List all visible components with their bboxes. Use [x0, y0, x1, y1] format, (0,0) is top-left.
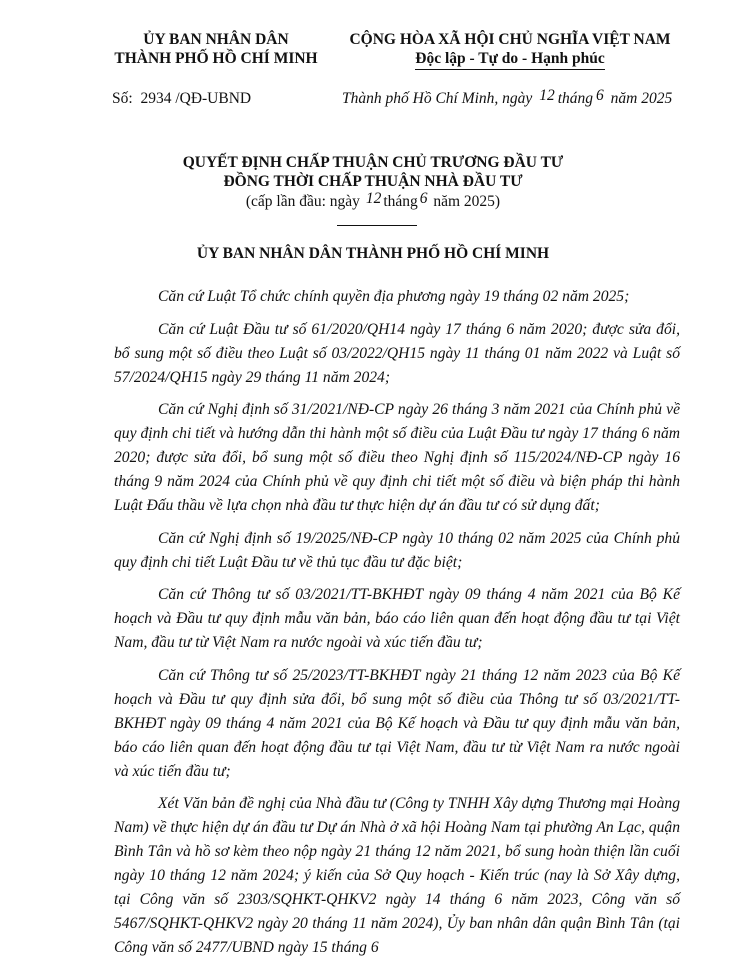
issuing-authority: ỦY BAN NHÂN DÂN THÀNH PHỐ HỒ CHÍ MINH: [196, 245, 550, 262]
document-title-line-1: QUYẾT ĐỊNH CHẤP THUẬN CHỦ TRƯƠNG ĐẦU TƯ: [182, 154, 564, 171]
national-header: [330, 30, 690, 70]
issuing-authority-header: [98, 30, 334, 68]
national-motto: Độc lập - Tự do - Hạnh phúc: [415, 49, 604, 70]
document-number: [112, 90, 251, 108]
legal-basis-paragraph: Căn cứ Thông tư số 03/2021/TT-BKHĐT ngày 09 tháng 4 năm 2021 của Bộ Kế hoạch và Đầu tư quy định mẫu văn bản, báo cáo liên quan đến hoạt động đầu tư tại Việt Nam, đầu tư từ Việt Nam ra nước ngoài và xúc tiến đầu tư;: [114, 586, 680, 651]
legal-basis-paragraph: Căn cứ Thông tư số 25/2023/TT-BKHĐT ngày 21 tháng 12 năm 2023 của Bộ Kế hoạch và Đầu tư quy định sửa đổi, bổ sung một số điều của Thông tư số 03/2021/TT-BKHĐT ngày 09 tháng 4 năm 2021 của Bộ Kế hoạch và Đầu tư quy định mẫu văn bản, báo cáo liên quan đến hoạt động đầu tư tại Việt Nam, đầu tư từ Việt Nam ra nước ngoài và xúc tiến đầu tư;: [114, 666, 680, 780]
doc-number-suffix: /QĐ-UBND: [175, 90, 252, 107]
title-divider: [337, 225, 417, 226]
doc-number-value: 2934: [140, 90, 172, 107]
issue-prefix: (cấp lần đầu: ngày: [245, 193, 360, 210]
place-date-month: 6: [596, 87, 604, 104]
legal-basis-paragraph: Căn cứ Nghị định số 31/2021/NĐ-CP ngày 26 tháng 3 năm 2021 của Chính phủ về quy định chi tiết và hướng dẫn thi hành một số điều của Luật Đầu tư ngày 17 tháng 6 năm 2020; được sửa đổi, bổ sung một số điều theo Nghị định số 115/2024/NĐ-CP ngày 16 tháng 9 năm 2024 của Chính phủ về quy định chi tiết một số điều và biện pháp thi hành Luật Đấu thầu về lựa chọn nhà đầu tư thực hiện dự án đầu tư có sử dụng đất;: [114, 401, 680, 514]
authority-line-1: ỦY BAN NHÂN DÂN: [143, 31, 289, 48]
issue-day: 12: [365, 190, 382, 207]
issue-month: 6: [419, 190, 428, 207]
legal-basis-paragraph: Căn cứ Luật Đầu tư số 61/2020/QH14 ngày 17 tháng 6 năm 2020; được sửa đổi, bổ sung một số điều theo Luật số 03/2022/QH15 ngày 11 tháng 01 năm 2022 và Luật số 57/2024/QH15 ngày 29 tháng 11 năm 2024;: [114, 320, 680, 386]
place-date-year: năm 2025: [610, 90, 673, 107]
place-date: [342, 87, 673, 108]
issue-year: năm 2025): [433, 193, 501, 210]
legal-basis-paragraph: Căn cứ Luật Tổ chức chính quyền địa phương ngày 19 tháng 02 năm 2025;: [158, 288, 630, 305]
doc-number-prefix: Số:: [112, 90, 133, 107]
legal-basis-body: [114, 285, 680, 969]
nation-name: CỘNG HÒA XÃ HỘI CHỦ NGHĨA VIỆT NAM: [349, 31, 671, 48]
legal-basis-paragraph: Căn cứ Nghị định số 19/2025/NĐ-CP ngày 10 tháng 02 năm 2025 của Chính phủ quy định chi tiết Luật Đầu tư về thủ tục đầu tư đặc biệt;: [114, 529, 680, 571]
place-date-month-label: tháng: [557, 90, 593, 107]
authority-line-2: THÀNH PHỐ HỒ CHÍ MINH: [114, 50, 318, 67]
document-title-line-2: ĐỒNG THỜI CHẤP THUẬN NHÀ ĐẦU TƯ: [223, 173, 523, 190]
legal-basis-paragraph: Xét Văn bản đề nghị của Nhà đầu tư (Công ty TNHH Xây dựng Thương mại Hoàng Nam) về thực hiện dự án đầu tư Dự án Nhà ở xã hội Hoàng Nam tại phường An Lạc, quận Bình Tân và hồ sơ kèm theo nộp ngày 21 tháng 12 năm 2021, bổ sung hoàn thiện lần cuối ngày 10 tháng 12 năm 2024; ý kiến của Sở Quy hoạch - Kiến trúc (nay là Sở Xây dựng, tại Công văn số 2303/SQHKT-QHKV2 ngày 14 tháng 6 năm 2023, Công văn số 5467/SQHKT-QHKV2 ngày 20 tháng 11 năm 2024), Ủy ban nhân dân quận Bình Tân (tại Công văn số 2477/UBND ngày 15 tháng 6: [114, 795, 680, 956]
place-date-day: 12: [539, 87, 555, 104]
place-date-prefix: Thành phố Hồ Chí Minh, ngày: [342, 90, 533, 107]
issue-date-line: [0, 190, 746, 211]
issue-month-label: tháng: [383, 193, 418, 210]
